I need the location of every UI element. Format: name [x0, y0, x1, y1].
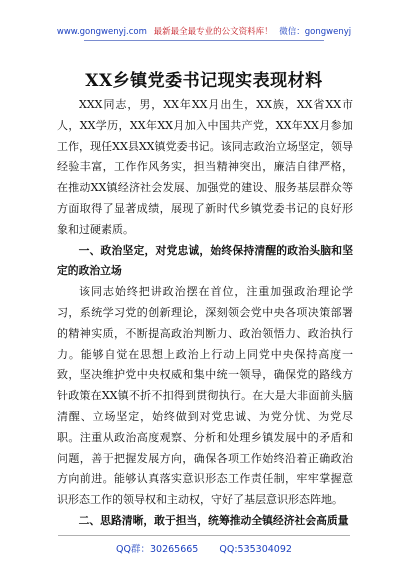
section-heading-1: 一、政治坚定，对党忠诚，始终保持清醒的政治头脑和坚定的政治立场: [57, 243, 353, 278]
site-url[interactable]: www.gongwenyj.com: [56, 27, 147, 37]
qq-group: QQ群：30265665: [116, 544, 199, 555]
intro-paragraph: XXX同志，男，XX年XX月出生，XX族，XX省XX市人，XX学历，XX年XX月加入中国共产党，XX年XX月参加工作，现任XX县XX镇党委书记。该同志政治立场坚定，领导经验丰富，工作作风务实，担当精神突出，廉洁自律严格，在推动XX镇经济社会发展、加强党的建设、服务基层群众等方面取得了显著成绩，展现了新时代乡镇党委书记的良好形象和过硬素质。: [57, 98, 353, 236]
qq-number: QQ:535304092: [219, 544, 292, 555]
site-slogan: 最新最全最专业的公文资料库！: [153, 27, 273, 37]
page-footer: [0, 541, 408, 555]
section-heading-2: 二、思路清晰，敢于担当，统筹推动全镇经济社会高质量: [78, 513, 349, 527]
wechat-id: 微信：gongwenyj: [279, 27, 352, 37]
header-divider: [84, 40, 324, 41]
footer-divider: [58, 535, 350, 536]
document-body: [57, 95, 353, 532]
section-paragraph-1: 该同志始终把讲政治摆在首位，注重加强政治理论学习，系统学习党的创新理论，深刻领会党中央各项决策部署的精神实质，不断提高政治判断力、政治领悟力、政治执行力。能够自觉在思想上政治上行动上同党中央保持高度一致，坚决维护党中央权威和集中统一领导，确保党的路线方针政策在XX镇不折不扣得到贯彻执行。在大是大非面前头脑清醒、立场坚定，始终做到对党忠诚、为党分忧、为党尽职。注重从政治高度观察、分析和处理乡镇发展中的矛盾和问题，善于把握发展方向，确保各项工作始终沿着正确政治方向前进。能够认真落实意识形态工作责任制，牢牢掌握意识形态工作的领导权和主动权，守好了基层意识形态阵地。: [57, 285, 353, 507]
site-header: [0, 26, 408, 38]
document-title: XX乡镇党委书记现实表现材料: [85, 71, 323, 91]
